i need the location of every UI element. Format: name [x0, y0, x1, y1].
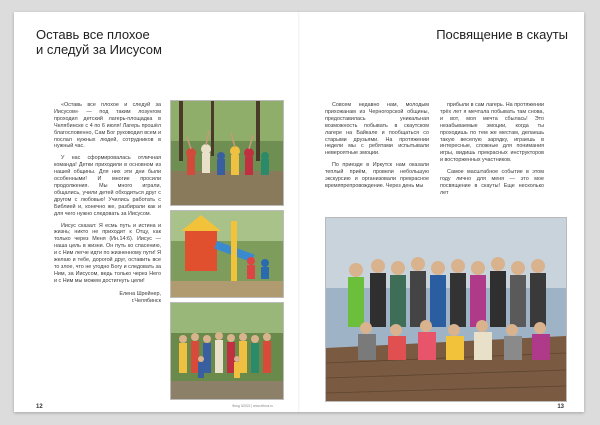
signature-name: Елена Шрейнер,: [119, 290, 161, 297]
page-number-left: 12: [36, 404, 43, 410]
right-page-title: Посвящение в скауты: [436, 27, 568, 42]
left-paragraph-1: «Оставь все плохое и следуй за Иисусом» — под таким лозунгом проходил детский лагерь-площадка в Челябинске с 4 по 6 июля! Лагерь прошёл благословенно, Сам Бог руководил всем и послал нужных людей, сотрудников в нужный час.: [54, 102, 161, 150]
photo-group-pier: [325, 217, 567, 402]
left-article-text: [54, 102, 161, 309]
right-col1-paragraph-1: Совсем недавно нам, молодым прихожанам из Черногорской общины, предоставилась уникальная возможность побывать в скаутском лагере на Байкале и пообщаться со старыми друзьями. На протяжении недели мы с ребятами испытывали невероятные эмоции.: [325, 102, 429, 157]
right-col2-paragraph-2: Самое масштабное событие в этом году лично для меня — это мое посвящение в скауты! Еще несколько лет: [440, 169, 544, 196]
right-col1-paragraph-2: По приезде в Иркутск нам оказали теплый приём, провели небольшую экскурсию и организовали прекрасное времяпрепровождение. Через день мы: [325, 162, 429, 189]
left-page-title: [36, 28, 276, 57]
left-paragraph-3: Иисус сказал: Я есмь путь и истина и жизнь; никто не приходит к Отцу, как только через Меня (Ин.14:6). Иисус — наша цель в жизни. Он путь ко спасению, и с Ним легче идти по жизненному пути! Я желаю и тебе, дорогой друг, оставить все то злое, что не угодно Богу и следовать за Ним, за Иисусом, ведь только через Него и с Ним мы можем достигнуть цели!: [54, 222, 161, 284]
signature-city: г.Челябинск: [131, 297, 161, 304]
footer-text: Фонд 3/2022 | www.elbrus.ru: [232, 404, 274, 408]
photo-group-trees: [170, 100, 284, 206]
page-number-right: 13: [557, 404, 564, 410]
left-page: [14, 12, 299, 412]
right-article-column-2: [440, 102, 544, 202]
signature: [54, 291, 161, 305]
magazine-spread: [14, 12, 584, 412]
right-page: [299, 12, 584, 412]
photo-playground: [170, 210, 284, 298]
left-paragraph-2: У нас сформировалась отличная команда! Детки приходили в основном из нашей общины. Для них эти дни были особенными! И многие просили продолжения. Мы много играли, общались, учили детей обходиться друг с другом с любовью! Учились работать с Библией и, конечно же, разбирали как и для чего нужно следовать за Иисусом.: [54, 155, 161, 217]
right-col2-paragraph-1: прибыли в сам лагерь. На протяжении трёх лет я мечтала побывать там снова, и вот, моя мечта сбылась! Это незабываемые эмоции, когда ты проходишь по тем же местам, делаешь такую веселую зарядку, играешь в интересные, сложные для понимания игры, видишь прекрасных инструкторов и восторженных участников.: [440, 102, 544, 164]
left-title-line-2: и следуй за Иисусом: [36, 41, 162, 57]
left-title-line-1: Оставь все плохое: [36, 27, 150, 42]
photo-group-standing: [170, 302, 284, 400]
right-article-column-1: [325, 102, 429, 195]
